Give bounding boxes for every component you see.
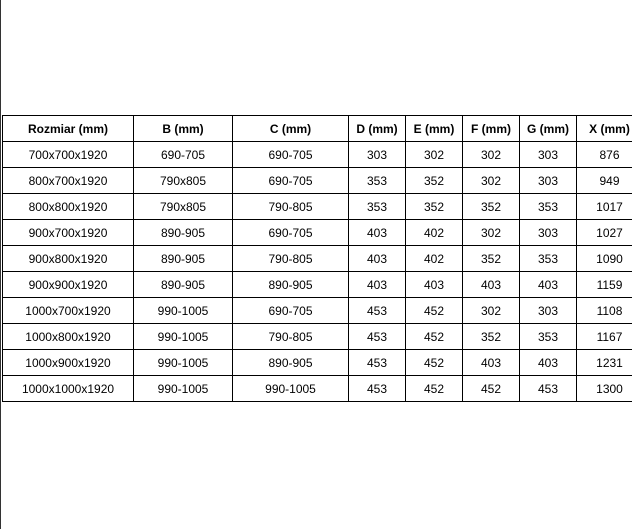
table-cell: 403 [520, 272, 577, 298]
table-cell: 690-705 [233, 220, 349, 246]
table-cell: 990-1005 [134, 350, 233, 376]
table-cell: 402 [406, 246, 463, 272]
page-left-border [0, 0, 1, 529]
table-cell: 453 [349, 324, 406, 350]
table-cell: 353 [520, 194, 577, 220]
table-cell: 1090 [577, 246, 632, 272]
header-x: X (mm) [577, 116, 632, 142]
table-cell: 1231 [577, 350, 632, 376]
table-cell: 890-905 [233, 272, 349, 298]
table-cell: 790-805 [233, 246, 349, 272]
table-cell: 353 [520, 324, 577, 350]
table-cell: 452 [406, 324, 463, 350]
table-cell: 990-1005 [233, 376, 349, 402]
table-cell: 303 [520, 220, 577, 246]
table-row [3, 298, 632, 324]
table-cell: 890-905 [134, 246, 233, 272]
table-cell: 403 [349, 272, 406, 298]
table-row [3, 324, 632, 350]
table-row [3, 376, 632, 402]
table-cell: 452 [406, 350, 463, 376]
table-cell: 352 [463, 194, 520, 220]
table-cell: 690-705 [233, 168, 349, 194]
header-d: D (mm) [349, 116, 406, 142]
table-cell: 890-905 [233, 350, 349, 376]
table-cell: 890-905 [134, 220, 233, 246]
table-cell: 402 [406, 220, 463, 246]
table-cell: 690-705 [233, 142, 349, 168]
table-cell: 1027 [577, 220, 632, 246]
table-cell: 303 [349, 142, 406, 168]
table-cell: 352 [406, 168, 463, 194]
table-cell: 1300 [577, 376, 632, 402]
table-cell: 790-805 [233, 324, 349, 350]
table-cell: 453 [349, 376, 406, 402]
header-c: C (mm) [233, 116, 349, 142]
size-spec-table [2, 115, 632, 402]
table-cell: 1167 [577, 324, 632, 350]
table-cell: 876 [577, 142, 632, 168]
table-cell: 990-1005 [134, 298, 233, 324]
table-cell: 452 [406, 376, 463, 402]
table-cell: 790x805 [134, 168, 233, 194]
table-cell: 890-905 [134, 272, 233, 298]
table-cell: 403 [349, 246, 406, 272]
table-row [3, 220, 632, 246]
table-cell: 302 [406, 142, 463, 168]
header-g: G (mm) [520, 116, 577, 142]
table-row [3, 168, 632, 194]
table-cell: 990-1005 [134, 324, 233, 350]
header-f: F (mm) [463, 116, 520, 142]
table-cell: 990-1005 [134, 376, 233, 402]
table-cell: 302 [463, 298, 520, 324]
table-cell: 453 [349, 350, 406, 376]
table-cell: 1000x900x1920 [3, 350, 134, 376]
table-cell: 453 [520, 376, 577, 402]
table-cell: 403 [463, 350, 520, 376]
table-cell: 352 [463, 246, 520, 272]
table-row [3, 272, 632, 298]
table-cell: 403 [406, 272, 463, 298]
table-cell: 352 [463, 324, 520, 350]
table-cell: 302 [463, 142, 520, 168]
table-cell: 353 [349, 168, 406, 194]
table-row [3, 350, 632, 376]
table-cell: 302 [463, 220, 520, 246]
table-cell: 353 [520, 246, 577, 272]
table-cell: 353 [349, 194, 406, 220]
table-cell: 1000x700x1920 [3, 298, 134, 324]
table-cell: 303 [520, 168, 577, 194]
table-cell: 900x700x1920 [3, 220, 134, 246]
table-cell: 800x800x1920 [3, 194, 134, 220]
table-cell: 403 [520, 350, 577, 376]
table-cell: 949 [577, 168, 632, 194]
header-e: E (mm) [406, 116, 463, 142]
table-header-row [3, 116, 632, 142]
table-cell: 453 [349, 298, 406, 324]
table-row [3, 142, 632, 168]
table-row [3, 194, 632, 220]
table-cell: 690-705 [233, 298, 349, 324]
table-cell: 900x900x1920 [3, 272, 134, 298]
table-cell: 302 [463, 168, 520, 194]
table-cell: 1108 [577, 298, 632, 324]
table-cell: 303 [520, 298, 577, 324]
table-cell: 790-805 [233, 194, 349, 220]
table-cell: 700x700x1920 [3, 142, 134, 168]
table-cell: 690-705 [134, 142, 233, 168]
table-cell: 1000x800x1920 [3, 324, 134, 350]
table-cell: 800x700x1920 [3, 168, 134, 194]
table-cell: 403 [463, 272, 520, 298]
table-cell: 1159 [577, 272, 632, 298]
table-cell: 1000x1000x1920 [3, 376, 134, 402]
table-cell: 790x805 [134, 194, 233, 220]
table-cell: 352 [406, 194, 463, 220]
table-row [3, 246, 632, 272]
table-cell: 452 [463, 376, 520, 402]
table-cell: 900x800x1920 [3, 246, 134, 272]
table-cell: 1017 [577, 194, 632, 220]
table-cell: 452 [406, 298, 463, 324]
header-b: B (mm) [134, 116, 233, 142]
table-cell: 403 [349, 220, 406, 246]
table-body [3, 142, 632, 402]
table-cell: 303 [520, 142, 577, 168]
header-rozmiar: Rozmiar (mm) [3, 116, 134, 142]
